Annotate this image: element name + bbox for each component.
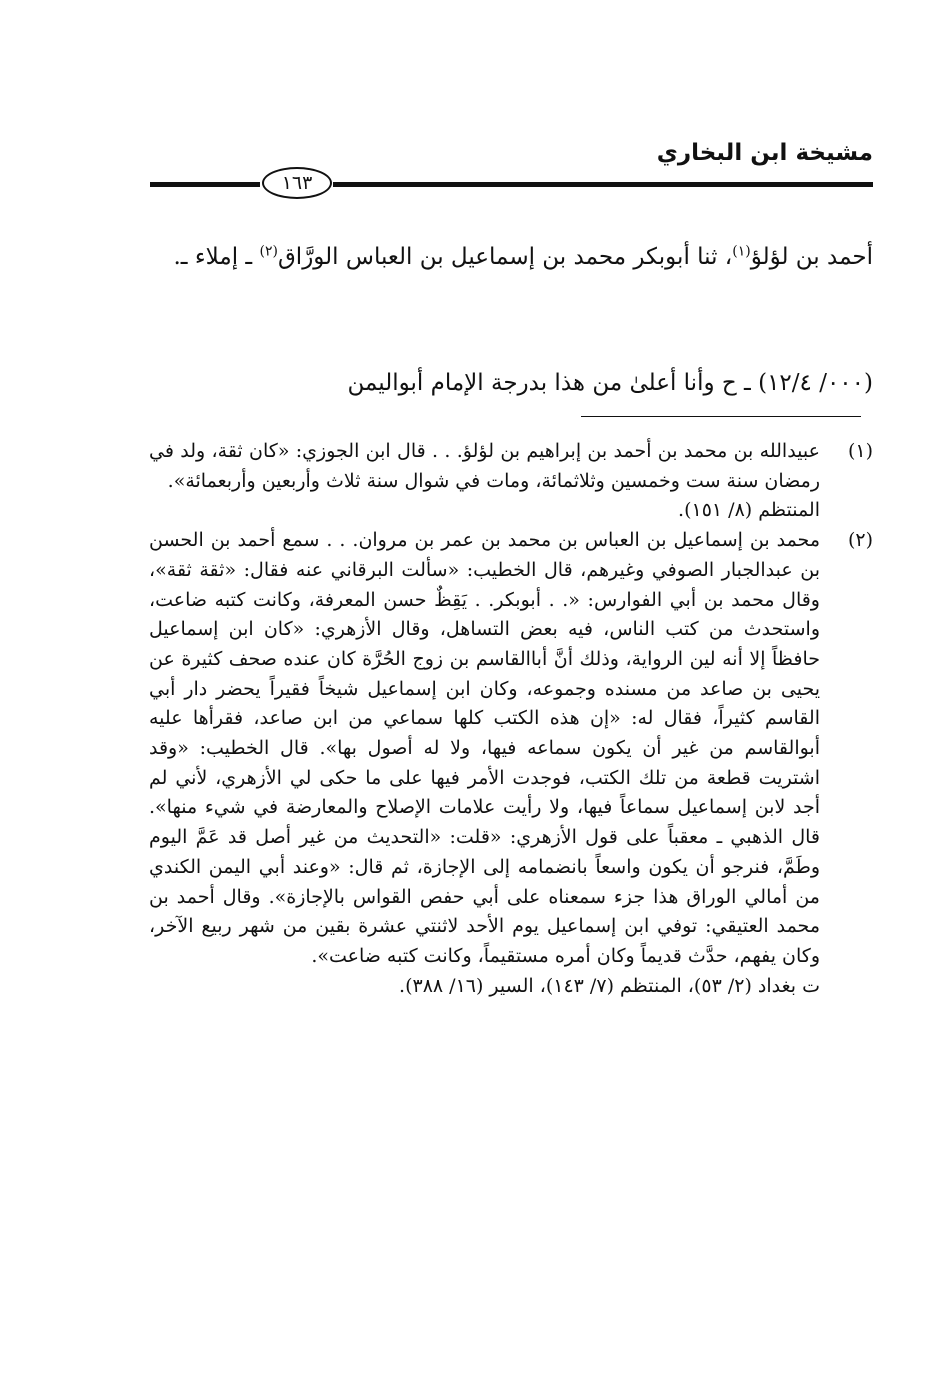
footnote-text: محمد بن إسماعيل بن العباس بن محمد بن عمر بن مروان. . . سمع أحمد بن الحسن بن عبدالجبار الصوفي وغيرهم، قال الخطيب: «سألت البرقاني عنه فقال: «ثقة ثقة»، وقال محمد بن أبي الفوارس: «. . أبوبكر. . يَقِظٌ حسن المعرفة، وكانت كتبه ضاعت، واستحدث من كتب الناس، فيه بعض التساهل، وقال الأزهري: «كان ابن إسماعيل حافظاً إلا أنه لين الرواية، وذلك أنَّ أباالقاسم بن زوج الحُرَّة كان عنده صحف كثيرة عن يحيى بن صاعد من مسنده وجموعه، وكان ابن إسماعيل شيخاً فقيراً يحضر دار أبي القاسم كثيراً، فقال له: «إن هذه الكتب كلها سماعي من ابن صاعد، فقرأها عليه أبوالقاسم من غير أن يكون سماعه فيها، ولا له أصول بها». قال الخطيب: «وقد اشتريت قطعة من تلك الكتب، فوجدت الأمر فيها على ما حكى لي الأزهري، لأني لم أجد لابن إسماعيل سماعاً فيها، ولا رأيت علامات الإصلاح والمعارضة في شيء منها». قال الذهبي ـ معقباً على قول الأزهري: «قلت: «التحديث من غير أصل قد عَمَّ اليوم وطَمَّ، فنرجو أن يكون واسعاً بانضمامه إلى الإجازة، ثم قال: «وعند أبي اليمن الكندي من أمالي الوراق هذا جزء سمعناه على أبي حفص القواس بالإجازة». وقال أحمد بن محمد العتيقي: توفي ابن إسماعيل يوم الأحد لاثنتي عشرة بقين من شهر ربيع الآخر، وكان يفهم، حدَّث قديماً وكان أمره مستقيماً، وكانت كتبه ضاعت». (149, 529, 820, 967)
footnote-number: (٢) (847, 529, 873, 552)
footnotes (149, 437, 873, 1001)
main-text-segment: ، ثنا أبوبكر محمد بن إسماعيل بن العباس الورَّاق (277, 244, 733, 270)
footnote-ref-1: (١) (732, 243, 751, 260)
footnote-ref-2: (٢) (259, 243, 278, 260)
footnote-number: (١) (847, 440, 873, 462)
header-rule-right (333, 182, 873, 187)
header-rule-left (150, 182, 260, 187)
page-number: ١٦٣ (262, 167, 332, 199)
footnote-1 (149, 437, 873, 526)
main-text-segment: ـ إملاء ـ. (173, 244, 260, 270)
footnote-source: ت بغداد (٢/ ٥٣)، المنتظم (٧/ ١٤٣)، السير (١٦/ ٣٨٨). (399, 974, 820, 997)
header-rule (150, 167, 873, 203)
footnote-2 (149, 526, 873, 1001)
footnote-source: المنتظم (٨/ ١٥١). (678, 499, 820, 522)
footnote-separator (581, 416, 861, 417)
main-paragraph-1 (149, 234, 873, 281)
main-text-segment: أحمد بن لؤلؤ (750, 244, 873, 270)
footnote-text: عبيدالله بن محمد بن أحمد بن إبراهيم بن لؤلؤ. . . قال ابن الجوزي: «كان ثقة، ولد في رمضان سنة ست وخمسين وثلاثمائة، ومات في شوال سنة ثلاث وأربعين وأربعمائة». (149, 440, 820, 492)
running-title: مشيخة ابن البخاري (656, 140, 873, 166)
main-paragraph-2: (٠٠٠/ ١٢/٤) ـ ح وأنا أعلىٰ من هذا بدرجة الإمام أبواليمن (347, 370, 873, 396)
